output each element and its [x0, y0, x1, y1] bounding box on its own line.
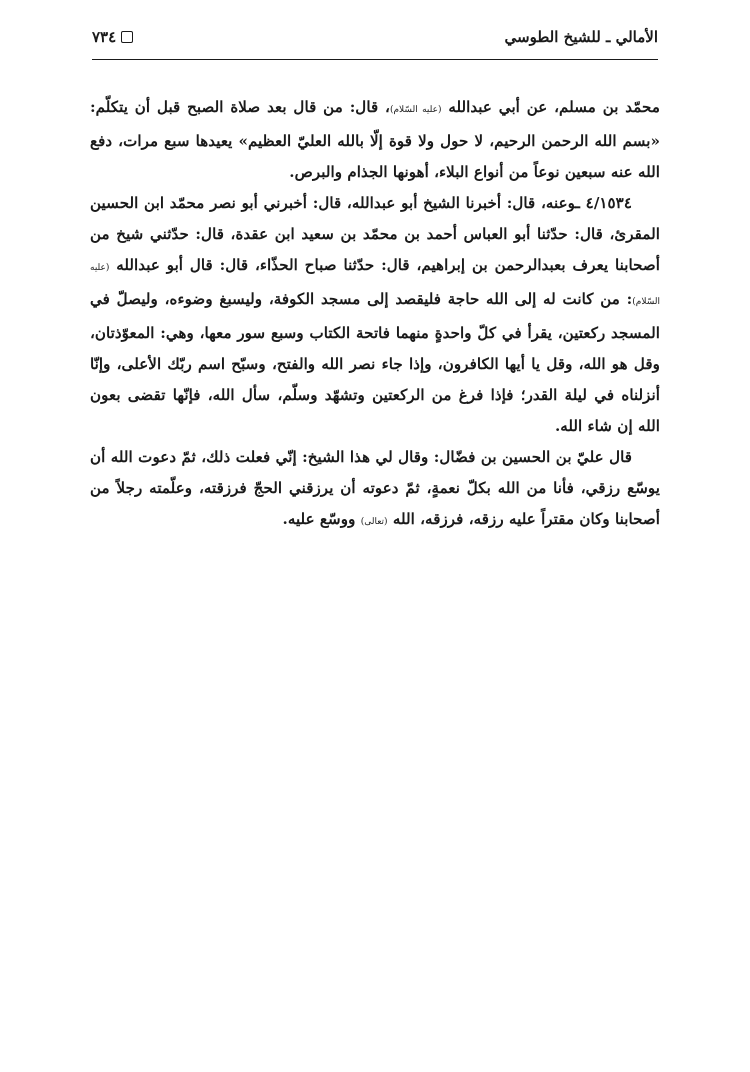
paragraph-2-text-b: : من كانت له إلى الله حاجة فليقصد إلى مسجد الكوفة، وليسبغ وضوءه، وليصلّ في المسجد ركعتين، يقرأ في كلّ واحدةٍ منهما فاتحة الكتاب وسبع سور معها، وهي: المعوّذتان، وقل هو الله، وقل يا أيها الكافرون، وإذا جاء نصر الله والفتح، وسبّح اسم ربّك الأعلى، وإنّا أنزلناه في ليلة القدر؛ فإذا فرغ من الركعتين وتشهّد وسلّم، سأل الله، فإنّها تقضى بعون الله إن شاء الله.: [90, 290, 660, 435]
paragraph-2-text-a: وعنه، قال: أخبرنا الشيخ أبو عبدالله، قال: أخبرني أبو نصر محمّد ابن الحسين المقرئ، قال: حدّثنا أبو العباس أحمد بن محمّد بن سعيد ابن عقدة، قال: حدّثني شيخ من أصحابنا يعرف بعبدالرحمن بن إبراهيم، قال: حدّثنا صباح الحذّاء، قال: قال أبو عبدالله: [90, 194, 660, 274]
honorific-alayhi-assalam: (عليه السّلام): [389, 105, 442, 115]
header-rule: [92, 59, 658, 60]
paragraph-1-text-a: محمّد بن مسلم، عن أبي عبدالله: [441, 98, 660, 116]
honorific-alayhi-assalam-2: (عليه السّلام): [90, 263, 660, 307]
paragraph-3-text-b: ووسّع عليه.: [282, 510, 361, 528]
page-number: ٧٣٤: [92, 28, 117, 46]
paragraph-1-text-b: ، قال: من قال بعد صلاة الصبح قبل أن يتكلّم: «بسم الله الرحمن الرحيم، لا حول ولا قوة إلّا بالله العليّ العظيم» يعيدها سبع مرات، دفع الله عنه سبعين نوعاً من أنواع البلاء، أهونها الجذام والبرص.: [90, 98, 660, 181]
honorific-taala: (تعالى): [360, 517, 388, 527]
square-box-icon: [121, 31, 133, 43]
paragraph-1: [90, 92, 660, 188]
body-text: [90, 92, 660, 538]
page-header: [92, 24, 658, 60]
paragraph-3-text-a: قال عليّ بن الحسين بن فضّال: وقال لي هذا الشيخ: إنّي فعلت ذلك، ثمّ دعوت الله أن يوسّع رزقي، فأنا من الله بكلّ نعمةٍ، ثمّ دعوته أن يرزقني الحجّ فرزقته، وعلّمته رجلاً من أصحابنا وكان مقتراً عليه رزقه، فرزقه، الله: [90, 448, 660, 528]
paragraph-2: [90, 188, 660, 442]
hadith-number: ٤/١٥٣٤ ـ: [575, 194, 632, 212]
paragraph-3: [90, 442, 660, 538]
running-title: الأمالي ـ للشيخ الطوسي: [504, 28, 658, 46]
page-number-group: [92, 28, 133, 46]
